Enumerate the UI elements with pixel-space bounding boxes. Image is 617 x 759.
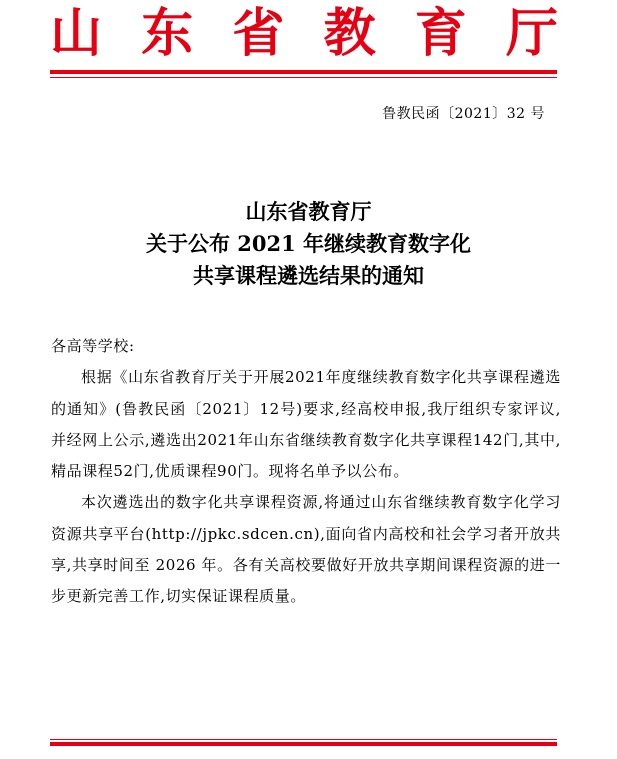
title-line-3: 共享课程遴选结果的通知 <box>193 263 424 288</box>
masthead-char: 厅 <box>505 3 558 64</box>
body-paragraph-2: 本次遴选出的数字化共享课程资源,将通过山东省继续教育数字化学习资源共享平台(http://jpkc.sdcen.cn),面向省内高校和社会学习者开放共享,共享时间至 2026 年。各有关高校要做好开放共享期间课程资源的进一步更新完善工作,切实保证课程质量。 <box>51 493 561 606</box>
header-divider-thick <box>50 70 557 74</box>
document-title <box>0 196 617 292</box>
masthead-char: 东 <box>141 3 194 64</box>
salutation: 各高等学校: <box>51 337 135 355</box>
footer-divider-thick <box>50 742 557 746</box>
document-number: 鲁教民函〔2021〕32 号 <box>382 106 545 122</box>
masthead-char: 教 <box>323 3 376 64</box>
agency-masthead <box>50 4 558 64</box>
footer-divider-thin <box>50 739 557 740</box>
header-divider-thin <box>50 77 557 78</box>
masthead-char: 山 <box>50 3 103 64</box>
title-line-2: 关于公布 2021 年继续教育数字化 <box>145 231 472 256</box>
body-paragraph-1: 根据《山东省教育厅关于开展2021年度继续教育数字化共享课程遴选的通知》(鲁教民函〔2021〕12号)要求,经高校申报,我厅组织专家评议,并经网上公示,遴选出2021年山东省继续教育数字化共享课程142门,其中,精品课程52门,优质课程90门。现将名单予以公布。 <box>51 368 561 481</box>
masthead-char: 育 <box>414 3 467 64</box>
title-line-1: 山东省教育厅 <box>245 199 372 224</box>
document-body <box>51 331 561 613</box>
masthead-char: 省 <box>232 3 285 64</box>
